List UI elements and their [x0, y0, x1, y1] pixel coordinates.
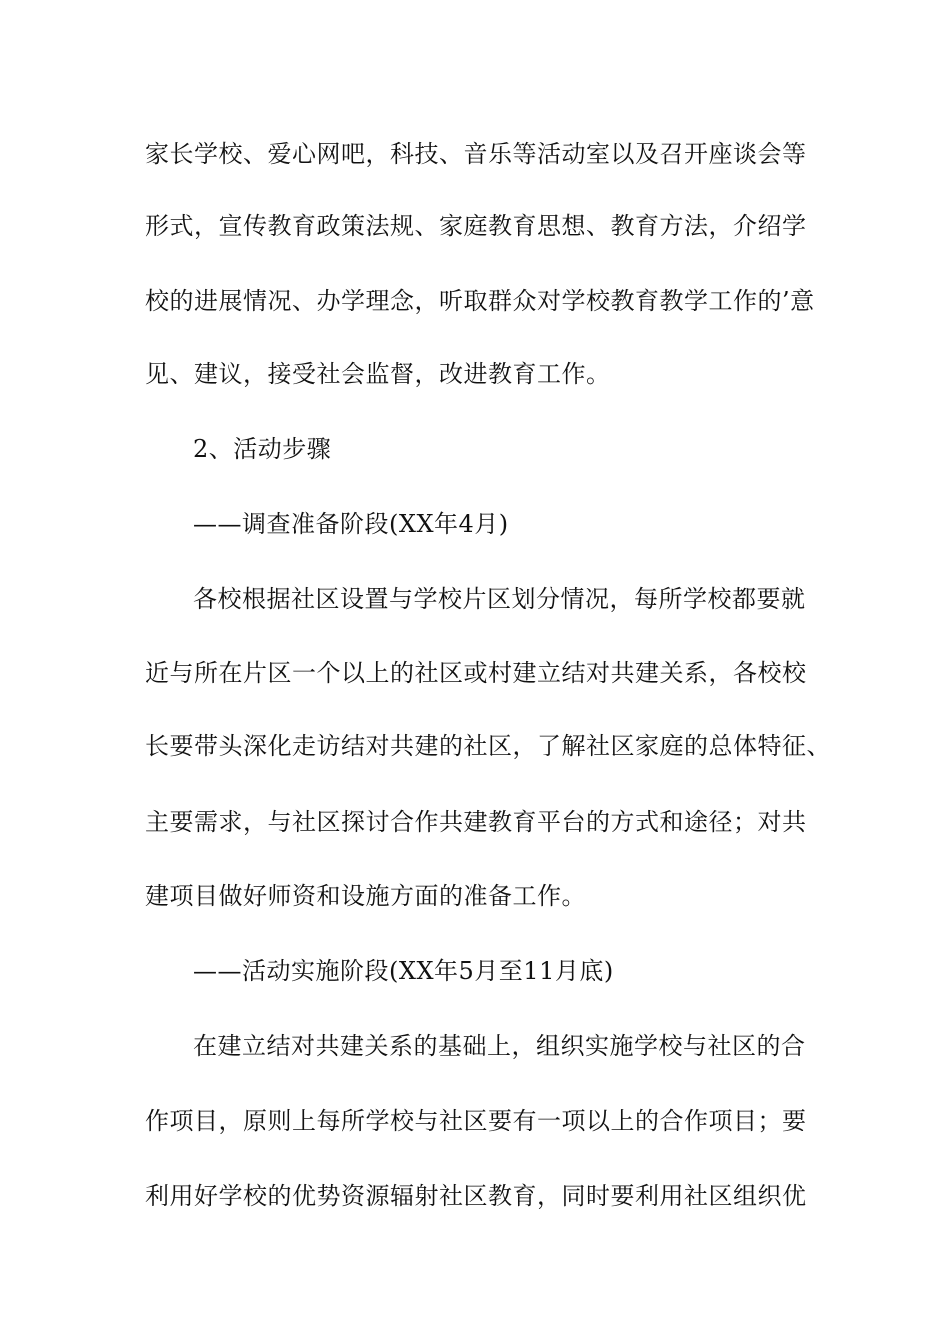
phase-heading: ——调查准备阶段(XX年4月) [193, 510, 509, 538]
phase-heading: ——活动实施阶段(XX年5月至11月底) [193, 957, 614, 985]
section-heading: 2、活动步骤 [193, 435, 332, 463]
body-text-line: 作项目，原则上每所学校与社区要有一项以上的合作项目；要 [145, 1107, 807, 1135]
body-text-line: 在建立结对共建关系的基础上，组织实施学校与社区的合 [193, 1032, 806, 1060]
body-text-line: 各校根据社区设置与学校片区划分情况，每所学校都要就 [193, 585, 806, 613]
body-text-line: 形式，宣传教育政策法规、家庭教育思想、教育方法，介绍学 [145, 212, 807, 240]
body-text-line: 见、建议，接受社会监督，改进教育工作。 [145, 360, 611, 388]
body-text-line: 校的进展情况、办学理念，听取群众对学校教育教学工作的’意 [145, 287, 815, 315]
body-text-line: 近与所在片区一个以上的社区或村建立结对共建关系，各校校 [145, 659, 807, 687]
body-text-line: 主要需求，与社区探讨合作共建教育平台的方式和途径；对共 [145, 808, 807, 836]
body-text-line: 家长学校、爱心网吧，科技、音乐等活动室以及召开座谈会等 [145, 140, 807, 168]
body-text-line: 建项目做好师资和设施方面的准备工作。 [145, 882, 586, 910]
body-text-line: 长要带头深化走访结对共建的社区，了解社区家庭的总体特征、 [145, 732, 831, 760]
body-text-line: 利用好学校的优势资源辐射社区教育，同时要利用社区组织优 [145, 1182, 807, 1210]
